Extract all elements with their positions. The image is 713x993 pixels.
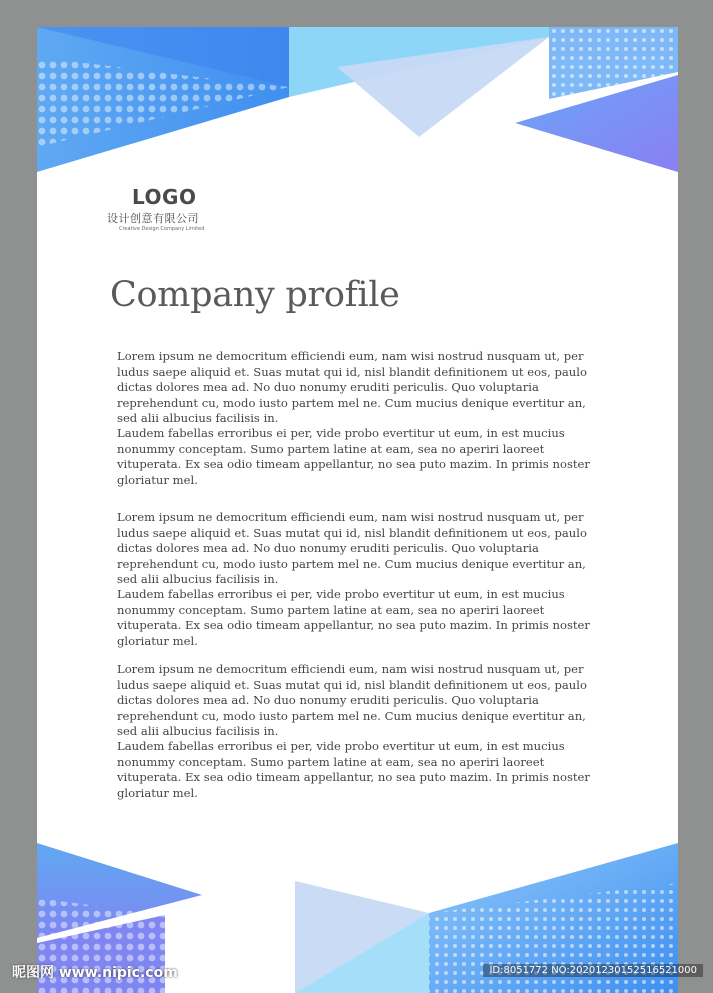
letterhead-page — [37, 27, 678, 993]
body-paragraph-4: Laudem fabellas erroribus ei per, vide probo evertitur ut eum, in est mucius nonummy conceptam. Sumo partem latine at eam, sea no aperiri laoreet vituperata. Ex sea odio timeam appellantur, no sea puto mazim. In primis noster gloriatur mel. — [117, 587, 590, 648]
top-right-violet — [515, 75, 678, 172]
body-paragraph-5: Lorem ipsum ne democritum efficiendi eum, nam wisi nostrud nusquam ut, per ludus saepe aliquid et. Suas mutat qui id, nisl blandit definitionem ut eos, paulo dictas dolores mea ad. No duo nonumy eruditi periculis. Quo voluptaria reprehendunt cu, modo iusto partem mel ne. Cum mucius denique evertitur an, sed alii albucius facilisis in. — [117, 662, 587, 738]
top-decoration — [37, 27, 678, 177]
body-paragraph-1: Lorem ipsum ne democritum efficiendi eum, nam wisi nostrud nusquam ut, per ludus saepe aliquid et. Suas mutat qui id, nisl blandit definitionem ut eos, paulo dictas dolores mea ad. No duo nonumy eruditi periculis. Quo voluptaria reprehendunt cu, modo iusto partem mel ne. Cum mucius denique evertitur an, sed alii albucius facilisis in. — [117, 349, 587, 425]
logo-chinese-name: 设计创意有限公司 — [107, 212, 199, 225]
body-paragraph-3: Lorem ipsum ne democritum efficiendi eum, nam wisi nostrud nusquam ut, per ludus saepe aliquid et. Suas mutat qui id, nisl blandit definitionem ut eos, paulo dictas dolores mea ad. No duo nonumy eruditi periculis. Quo voluptaria reprehendunt cu, modo iusto partem mel ne. Cum mucius denique evertitur an, sed alii albucius facilisis in. — [117, 510, 587, 586]
site-watermark: 昵图网 www.nipic.com — [12, 965, 178, 981]
page-title: Company profile — [110, 275, 400, 315]
body-paragraph-6: Laudem fabellas erroribus ei per, vide probo evertitur ut eum, in est mucius nonummy conceptam. Sumo partem latine at eam, sea no aperiri laoreet vituperata. Ex sea odio timeam appellantur, no sea puto mazim. In primis noster gloriatur mel. — [117, 739, 590, 800]
logo-english-name: Creative Design Company Limited — [119, 226, 205, 232]
image-id-watermark: ID:8051772 NO:20201230152516521000 — [483, 964, 703, 977]
body-paragraph-2: Laudem fabellas erroribus ei per, vide probo evertitur ut eum, in est mucius nonummy conceptam. Sumo partem latine at eam, sea no aperiri laoreet vituperata. Ex sea odio timeam appellantur, no sea puto mazim. In primis noster gloriatur mel. — [117, 426, 590, 487]
logo-mark: LOGO — [132, 185, 197, 209]
